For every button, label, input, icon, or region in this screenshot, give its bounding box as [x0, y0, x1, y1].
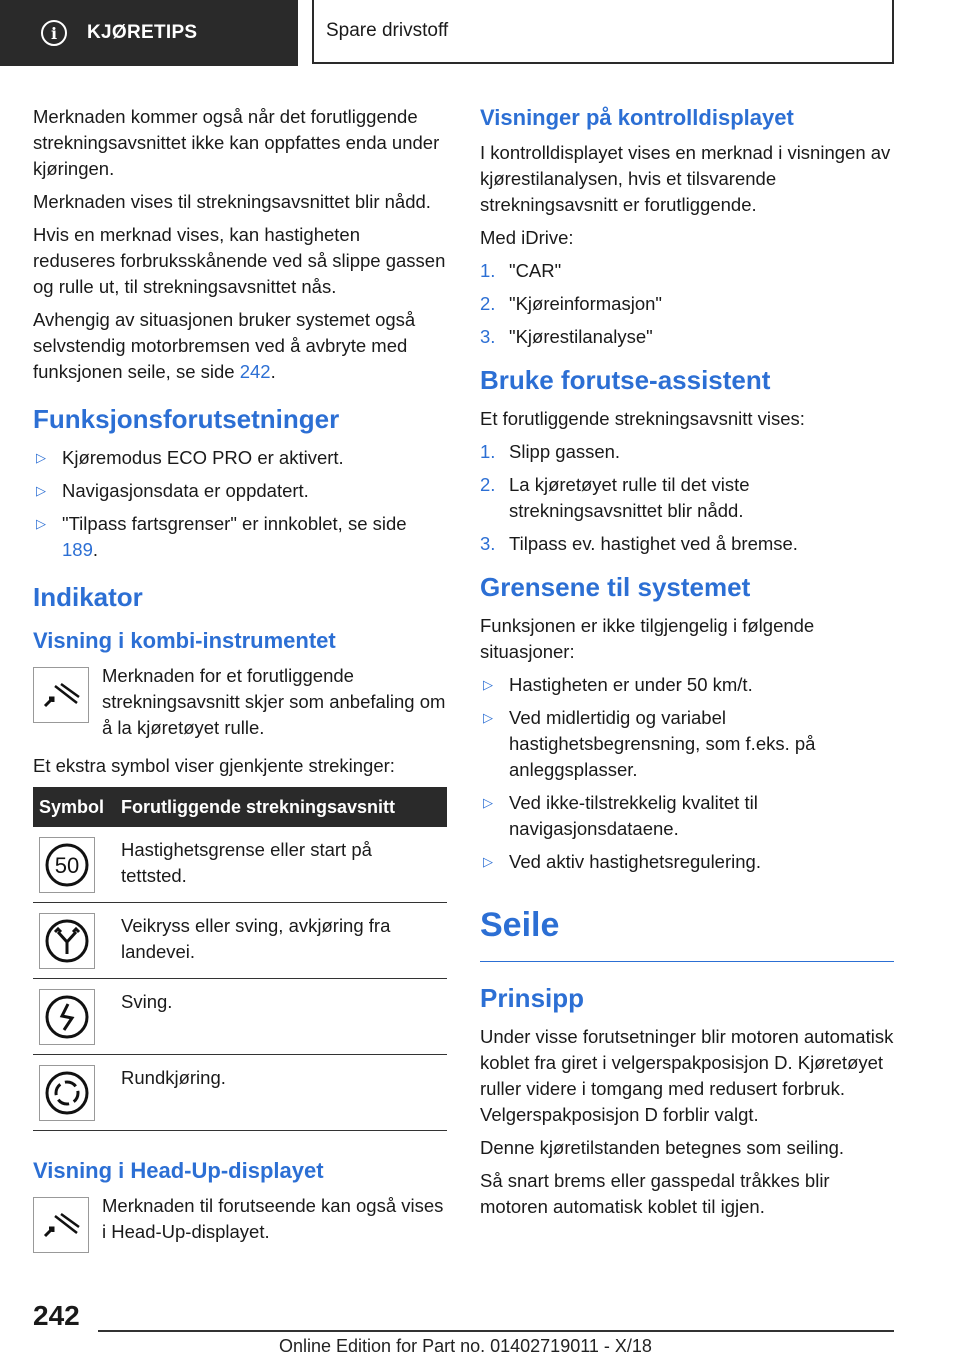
requirements-list — [33, 445, 447, 563]
list-item: ▷ Ved ikke-tilstrekkelig kvalitet til navigasjonsdataene. — [483, 792, 758, 839]
kombi-note — [33, 663, 447, 741]
info-icon: i — [41, 20, 67, 46]
paragraph: Funksjonen er ikke tilgjengelig i følgende situasjoner: — [480, 615, 815, 662]
chapter-box — [312, 0, 894, 64]
heading-grensene: Grensene til systemet — [480, 572, 751, 602]
heading-kombi: Visning i kombi-instrumentet — [33, 628, 336, 653]
coasting-hint-icon — [33, 1197, 89, 1253]
right-column — [480, 104, 894, 1227]
list-item: 1. "CAR" — [480, 260, 562, 281]
footer-divider — [98, 1330, 894, 1332]
section-tab — [0, 0, 298, 66]
heading-kontrolldisplay: Visninger på kontrolldisplayet — [480, 105, 794, 130]
hud-note — [33, 1193, 447, 1253]
curve-icon — [39, 989, 95, 1045]
edition-text: Online Edition for Part no. 01402719011 - X/18 — [279, 1336, 652, 1356]
table-header: Forutliggende strekningsavsnitt — [115, 787, 447, 827]
list-item: ▷ "Tilpass fartsgrenser" er innkoblet, se side 189. — [36, 513, 407, 560]
page-header — [0, 0, 960, 66]
speed-limit-50-icon — [39, 837, 95, 893]
table-row — [33, 827, 447, 903]
triangle-bullet-icon: ▷ — [483, 795, 493, 810]
triangle-bullet-icon: ▷ — [36, 516, 46, 531]
list-item: ▷ Ved aktiv hastighetsregulering. — [480, 849, 894, 875]
paragraph: Denne kjøretilstanden betegnes som seiling. — [480, 1137, 845, 1158]
paragraph: Merknaden kommer også når det forutliggende strekningsavsnittet ikke kan oppfattes enda under kjøringen. — [33, 106, 440, 179]
triangle-bullet-icon: ▷ — [483, 710, 493, 725]
roundabout-icon — [39, 1065, 95, 1121]
table-row — [33, 1055, 447, 1131]
table-cell: Veikryss eller sving, avkjøring fra landevei. — [115, 903, 447, 979]
triangle-bullet-icon: ▷ — [36, 483, 46, 498]
triangle-bullet-icon: ▷ — [483, 854, 493, 869]
paragraph: I kontrolldisplayet vises en merknad i visningen av kjørestilanalysen, hvis et tilsvarende strekningsavsnitt er forutliggende. — [480, 142, 891, 215]
page-link[interactable]: 189 — [62, 539, 93, 560]
limits-list — [480, 672, 894, 875]
kombi-text: Merknaden for et forutliggende strekningsavsnitt skjer som anbefaling om å la kjøretøyet rulle. — [102, 665, 446, 738]
paragraph: Under visse forutsetninger blir motoren automatisk koblet fra giret i velgerspakposisjon D. Kjøretøyet ruller videre i tomgang med redusert forbruk. Velgerspakposisjon D forblir valgt. — [480, 1026, 894, 1125]
list-item: 1. Slipp gassen. — [480, 441, 621, 462]
heading-indikator: Indikator — [33, 582, 143, 612]
list-item: ▷ Hastigheten er under 50 km/t. — [480, 672, 894, 698]
symbol-table — [33, 787, 447, 1131]
list-item: 2. "Kjøreinformasjon" — [480, 293, 662, 314]
table-row — [33, 979, 447, 1055]
page-footer — [0, 1296, 960, 1362]
table-header: Symbol — [33, 787, 115, 827]
junction-icon — [39, 913, 95, 969]
heading-hud: Visning i Head-Up-displayet — [33, 1158, 324, 1183]
table-cell: Rundkjøring. — [115, 1055, 447, 1131]
svg-text:50: 50 — [54, 853, 80, 878]
triangle-bullet-icon: ▷ — [483, 677, 493, 692]
page-link[interactable]: 242 — [239, 361, 271, 382]
heading-seile: Seile — [480, 903, 894, 962]
list-item: 3. "Kjørestilanalyse" — [480, 326, 653, 347]
coasting-hint-icon — [33, 667, 89, 723]
paragraph: Et ekstra symbol viser gjenkjente strekinger: — [33, 755, 395, 776]
list-item: 2. La kjøretøyet rulle til det viste strekningsavsnittet blir nådd. — [480, 474, 750, 521]
list-item: ▷ Navigasjonsdata er oppdatert. — [33, 478, 447, 504]
idrive-steps — [480, 258, 894, 350]
list-item: ▷ Kjøremodus ECO PRO er aktivert. — [33, 445, 447, 471]
paragraph: Et forutliggende strekningsavsnitt vises: — [480, 408, 805, 429]
paragraph: Merknaden vises til strekningsavsnittet blir nådd. — [33, 191, 431, 212]
list-item: ▷ Ved midlertidig og variabel hastighetsbegrensning, som f.eks. på anleggsplasser. — [483, 707, 816, 780]
heading-bruke: Bruke forutse-assistent — [480, 365, 771, 395]
usage-steps — [480, 439, 894, 557]
chapter-title: Spare drivstoff — [326, 20, 449, 41]
triangle-bullet-icon: ▷ — [36, 450, 46, 465]
paragraph: Så snart brems eller gasspedal tråkkes blir motoren automatisk koblet til igjen. — [480, 1170, 830, 1217]
heading-prinsipp: Prinsipp — [480, 983, 585, 1013]
page-number: 242 — [33, 1300, 80, 1331]
left-column — [33, 104, 447, 1265]
heading-funksjonsforutsetninger: Funksjonsforutsetninger — [33, 404, 340, 434]
paragraph: Avhengig av situasjonen bruker systemet også selvstendig motorbremsen ved å avbryte med funksjonen seile, se side 242. — [33, 309, 416, 382]
section-title: KJØRETIPS — [87, 22, 198, 43]
table-cell: Sving. — [115, 979, 447, 1055]
hud-text: Merknaden til forutseende kan også vises i Head-Up-displayet. — [102, 1195, 444, 1242]
paragraph: Med iDrive: — [480, 227, 574, 248]
list-item: 3. Tilpass ev. hastighet ved å bremse. — [480, 533, 798, 554]
table-row — [33, 903, 447, 979]
table-cell: Hastighetsgrense eller start på tettsted. — [115, 827, 447, 903]
paragraph: Hvis en merknad vises, kan hastigheten reduseres forbruksskånende ved så slippe gassen og rulle ut, til strekningsavsnittet nås. — [33, 224, 446, 297]
